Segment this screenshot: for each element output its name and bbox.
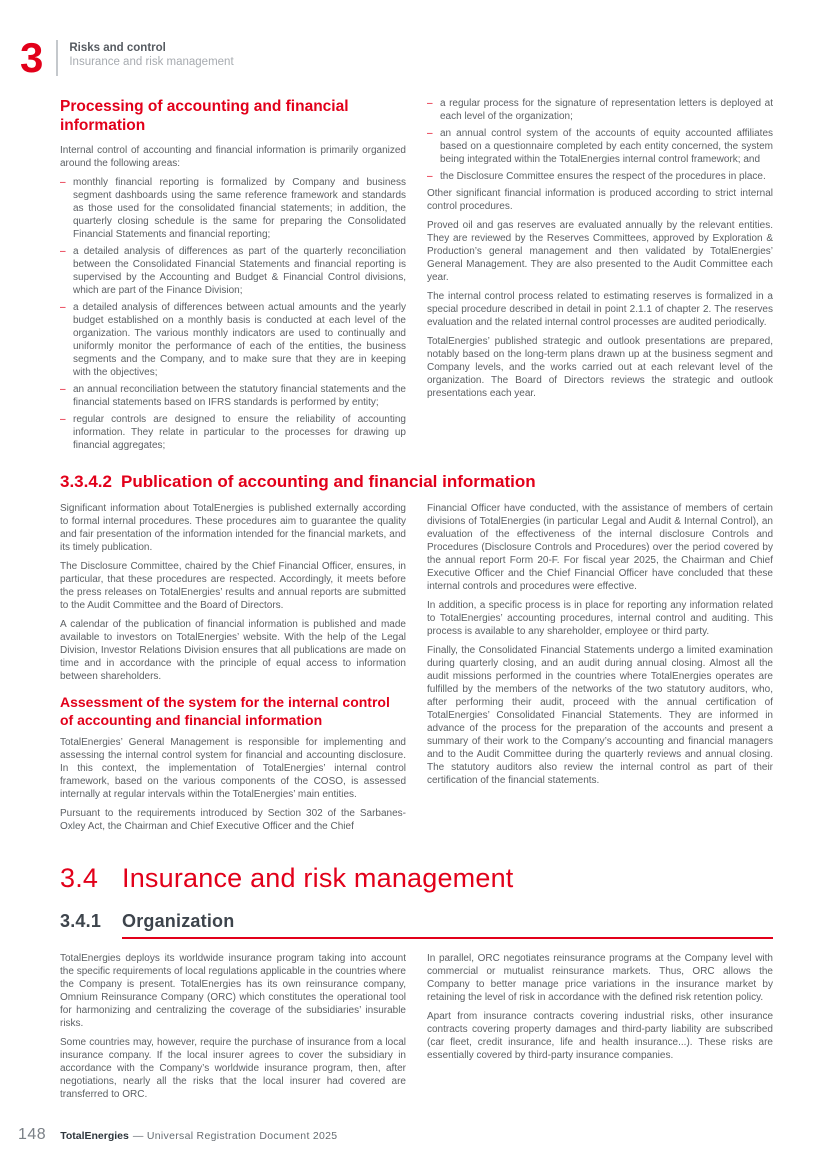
section-title: Publication of accounting and financial information (121, 472, 536, 491)
list-item: – a detailed analysis of differences between actual amounts and the yearly budget established on a monthly basis is conducted at each level of the organization. The various monthly indicators are used to continually and uniformly monitor the performance of each of the entities, the business segments and the Company, and to make sure that they are in keeping with the objectives; (60, 301, 406, 379)
page-number: 148 (18, 1126, 47, 1143)
chapter-title: Risks and control (69, 42, 166, 54)
list-item: – regular controls are designed to ensure the reliability of accounting information. They relate in particular to the processes for drawing up financial aggregates; (60, 413, 406, 452)
publication-left-column (60, 502, 406, 839)
publication-columns (60, 502, 773, 839)
paragraph: TotalEnergies deploys its worldwide insurance program taking into account the specific requirements of local regulations applicable in the countries where the Company is present. TotalEnergies has its own reinsurance company, Omnium Reinsurance Company (ORC) which constitutes the operational tool for harmonizing and centralizing the coverage of the subsidiaries’ insurable risks. (60, 953, 406, 1029)
footer-text (60, 1126, 337, 1144)
list-item: – the Disclosure Committee ensures the respect of the procedures in place. (427, 170, 773, 183)
footer-brand: TotalEnergies (60, 1130, 129, 1142)
processing-right-bullets (427, 97, 773, 183)
section-title: Insurance and risk management (122, 863, 514, 893)
subsection-title: Organization (122, 911, 235, 931)
paragraph: Significant information about TotalEnergies is published externally according to formal internal procedures. These procedures aim to guarantee the quality and fair presentation of the information intended for the financial markets, and its timely publication. (60, 503, 406, 553)
publication-heading (60, 471, 773, 492)
organization-right-column (427, 952, 773, 1068)
chapter-number: 3 (20, 34, 44, 81)
chapter-divider (56, 40, 58, 76)
list-item: – a regular process for the signature of representation letters is deployed at each level of the organization; (427, 97, 773, 123)
paragraph: Internal control of accounting and financial information is primarily organized around the following areas: (60, 145, 406, 169)
footer-doc-title: — Universal Registration Document 2025 (132, 1130, 338, 1142)
paragraph: The Disclosure Committee, chaired by the Chief Financial Officer, ensures, in particular, that these procedures are respected. Accordingly, it meets before the press releases on TotalEnergies’ results and annual reports are submitted to the Audit Committee and the Board of Directors. (60, 561, 406, 611)
paragraph: Pursuant to the requirements introduced by Section 302 of the Sarbanes-Oxley Act, the Chairman and Chief Executive Officer and the Chief (60, 808, 406, 832)
section-number: 3.3.4.2 (60, 472, 112, 491)
chapter-subtitle: Insurance and risk management (69, 56, 234, 68)
paragraph: Apart from insurance contracts covering industrial risks, other insurance contracts covering property damages and third-party liability are subscribed (car fleet, credit insurance, life and health insurance...). These risks are essentially covered by third-party insurance companies. (427, 1011, 773, 1061)
assessment-heading: Assessment of the system for the internal control of accounting and financial information (60, 694, 390, 728)
section-processing (60, 97, 773, 456)
paragraph: Some countries may, however, require the purchase of insurance from a local insurance company. If the local insurer agrees to cover the subsidiary in accordance with the Company’s worldwide insurance program, then, after negotiations, nearly all the risks that the local insurer had covered are transferred to ORC. (60, 1037, 406, 1100)
publication-right-column (427, 502, 773, 793)
processing-right-column (427, 97, 773, 406)
paragraph: TotalEnergies’ General Management is responsible for implementing and assessing the internal control system for financial and accounting disclosure. In this context, the implementation of TotalEnergies’ internal control framework, based on the various components of the COSO, is assessed internally at regular intervals within the TotalEnergies’ main entities. (60, 737, 406, 800)
list-item: – an annual reconciliation between the statutory financial statements and the financial statements based on IFRS standards is performed by entity; (60, 383, 406, 409)
paragraph: In parallel, ORC negotiates reinsurance programs at the Company level with commercial or mutualist reinsurance markets. Thus, ORC allows the Company to better manage price variations in the insurance market by retaining the level of risk in accordance with the defined risk retention policy. (427, 953, 773, 1003)
list-item: – a detailed analysis of differences as part of the quarterly reconciliation between the Consolidated Financial Statements and financial reporting is supervised by the Accounting and Budget & Financial Control divisions, which are part of the Finance Division; (60, 245, 406, 297)
paragraph: Proved oil and gas reserves are evaluated annually by the relevant entities. They are reviewed by the Reserves Committees, approved by Exploration & Production’s general management and then validated by TotalEnergies’ General Management. They are also presented to the Audit Committee each year. (427, 220, 773, 283)
organization-columns (60, 952, 773, 1107)
list-item: – an annual control system of the accounts of equity accounted affiliates based on a questionnaire completed by each entity concerned, the system being integrated within the TotalEnergies internal control framework; and (427, 127, 773, 166)
insurance-heading (60, 863, 773, 894)
paragraph: TotalEnergies’ published strategic and outlook presentations are prepared, notably based on the long-term plans drawn up at the business segment and Company levels, and the works carried out at each relevant level of the organization. The Board of Directors reviews the strategic and outlook presentations each year. (427, 336, 773, 399)
chapter-titles (69, 38, 233, 69)
section-insurance (60, 863, 773, 1107)
paragraph: The internal control process related to estimating reserves is formalized in a special procedure described in detail in point 2.1.1 of chapter 2. The reserves evaluation and the related internal control processes are audited periodically. (427, 291, 773, 328)
chapter-header (20, 34, 234, 81)
section-rule (122, 937, 773, 939)
processing-columns (60, 97, 773, 456)
paragraph: Financial Officer have conducted, with the assistance of members of certain divisions of TotalEnergies (in particular Legal and Audit & Internal Control), an evaluation of the effectiveness of the internal disclosure Controls and Procedures (Disclosure Controls and Procedures) over the period covered by the annual report Form 20-F. For fiscal year 2025, the Chairman and Chief Executive Officer and the Chief Financial Officer have concluded that these internal controls and procedures were effective. (427, 503, 773, 592)
section-number: 3.4 (60, 863, 99, 893)
paragraph: Finally, the Consolidated Financial Statements undergo a limited examination during quarterly closing, and an audit during annual closing. Almost all the audit missions performed in the countries where TotalEnergies operates are fulfilled by the members of the networks of the two statutory auditors, who, after performing their audit, proceed with the annual certification of TotalEnergies’ Consolidated Financial Statements. They are informed in advance of the process for the preparation of the accounts and present a summary of their work to the Company’s accounting and financial managers and to the Audit Committee during the quarterly reviews and annual closing. The statutory auditors also review the internal control as part of their certification of the financial statements. (427, 645, 773, 786)
list-item: – monthly financial reporting is formalized by Company and business segment dashboards using the same reference framework and standards as those used for the consolidated financial statements; in addition, the quarterly closing schedule is the same for preparing the Consolidated Financial Statements and financial reporting; (60, 176, 406, 241)
organization-left-column (60, 952, 406, 1107)
paragraph: A calendar of the publication of financial information is published and made available to investors on TotalEnergies’ website. With the help of the Legal Division, Investor Relations Division ensures that all publications are made on time and in accordance with the principle of equal access to information between shareholders. (60, 619, 406, 682)
page-content (60, 97, 773, 1107)
processing-left-column (60, 97, 406, 456)
processing-heading: Processing of accounting and financial information (60, 98, 349, 134)
page-footer (18, 1126, 337, 1144)
processing-left-bullets (60, 176, 406, 452)
paragraph: Other significant financial information is produced according to strict internal control procedures. (427, 188, 773, 212)
section-publication (60, 471, 773, 839)
subsection-number: 3.4.1 (60, 911, 102, 931)
paragraph: In addition, a specific process is in place for reporting any information related to TotalEnergies’ accounting procedures, internal control and auditing. This process is available to any shareholder, employee or third party. (427, 600, 773, 637)
organization-heading (60, 910, 773, 932)
